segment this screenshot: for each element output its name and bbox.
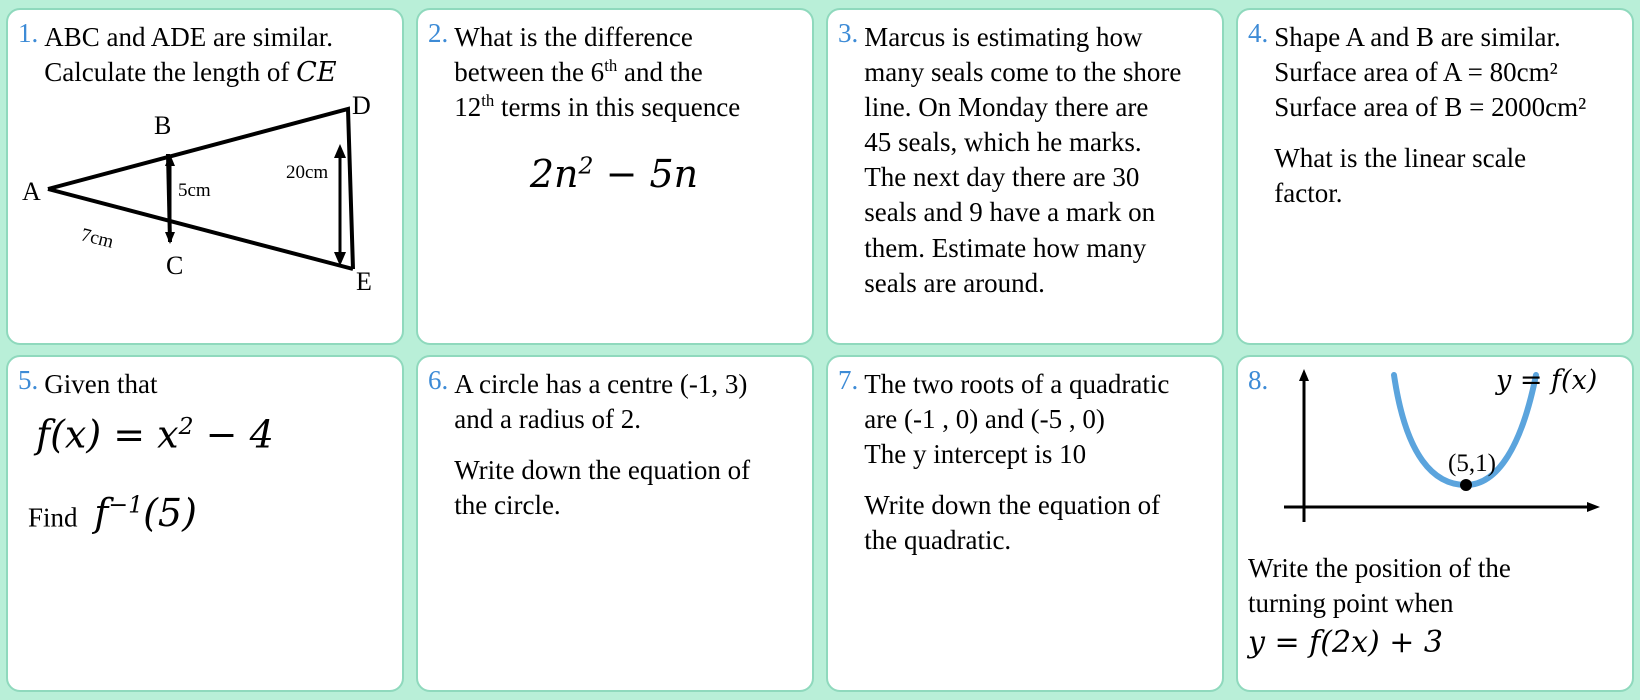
parabola-graph-svg (1274, 367, 1604, 539)
question-4-gap (1274, 125, 1586, 141)
question-7-line-2: are (-1 , 0) and (-5 , 0) (864, 404, 1105, 435)
question-7-line-3: The y intercept is 10 (864, 439, 1087, 470)
question-4-line-1: Shape A and B are similar. (1274, 22, 1561, 52)
question-3-line-1: Marcus is estimating how (864, 22, 1143, 52)
question-2-line-2: between the 6th and the (454, 56, 703, 88)
question-2-line-3: 12th terms in this sequence (454, 91, 741, 123)
question-4-header (1248, 20, 1620, 211)
question-card-3 (826, 8, 1224, 345)
question-2-expression: $2n^2 - 5n$ (529, 151, 699, 196)
svg-text:C: C (166, 251, 184, 281)
question-4-line-5: What is the linear scale (1274, 143, 1527, 174)
svg-text:A: A (22, 177, 41, 207)
question-7-line-5: Write down the equation of (864, 490, 1161, 521)
question-1-text (44, 20, 336, 90)
question-card-2 (416, 8, 814, 345)
question-7-text (864, 367, 1169, 558)
svg-text:(5,1): (5,1) (1448, 450, 1497, 477)
question-5-text: Given that (44, 369, 158, 399)
question-8-equation: y = f(2x) + 3 (1248, 624, 1443, 660)
question-6-line-2: and a radius of 2. (454, 404, 641, 435)
question-card-6 (416, 355, 814, 692)
question-4-line-3: Surface area of B = 2000cm² (1274, 92, 1587, 123)
question-6-line-5: the circle. (454, 490, 561, 521)
question-6-gap (454, 437, 750, 453)
question-4-line-2: Surface area of A = 80cm² (1274, 57, 1558, 88)
question-3-line-3: line. On Monday there are (864, 92, 1149, 123)
question-number-1: 1. (18, 18, 39, 48)
svg-text:D: D (352, 94, 371, 121)
similar-triangles-figure (18, 94, 390, 299)
svg-text:y = f(x): y = f(x) (1496, 367, 1598, 396)
question-7-line-6: the quadratic. (864, 525, 1012, 556)
question-8-caption-line-1: Write the position of the (1248, 552, 1511, 583)
question-7-header (838, 367, 1210, 558)
question-6-line-4: Write down the equation of (454, 455, 751, 486)
question-3-line-6: seals and 9 have a mark on (864, 197, 1156, 228)
question-8-header (1248, 367, 1620, 549)
question-8-caption (1248, 551, 1620, 621)
question-card-4 (1236, 8, 1634, 345)
question-6-header (428, 367, 800, 523)
svg-text:7cm: 7cm (78, 224, 116, 253)
question-6-text (454, 367, 750, 523)
question-3-line-2: many seals come to the shore (864, 57, 1182, 88)
question-number-5: 5. (18, 365, 39, 395)
question-3-text (864, 20, 1181, 301)
question-7-line-1: The two roots of a quadratic (864, 369, 1170, 399)
question-1-line-1: ABC and ADE are similar. (44, 22, 333, 52)
svg-text:E: E (356, 267, 372, 295)
question-number-8: 8. (1248, 365, 1269, 395)
question-3-line-4: 45 seals, which he marks. (864, 127, 1142, 158)
question-number-4: 4. (1248, 18, 1269, 48)
question-5-find-row (28, 491, 390, 536)
question-2-text (454, 20, 740, 125)
question-1-header (18, 20, 390, 90)
question-5-header (18, 367, 390, 402)
question-number-2: 2. (428, 18, 449, 48)
question-8-graph-wrap (1274, 367, 1604, 549)
question-3-line-5: The next day there are 30 (864, 162, 1140, 193)
question-5-find-label: Find (28, 502, 78, 533)
question-card-7 (826, 355, 1224, 692)
question-number-3: 3. (838, 18, 859, 48)
question-5-function: $f(x) = x^2 - 4$ (36, 412, 274, 457)
question-number-6: 6. (428, 365, 449, 395)
question-6-line-1: A circle has a centre (-1, 3) (454, 369, 748, 399)
question-number-7: 7. (838, 365, 859, 395)
question-7-gap (864, 472, 1169, 488)
question-3-line-8: seals are around. (864, 267, 1045, 298)
question-card-5 (6, 355, 404, 692)
question-1-line-2: Calculate the length of CE (44, 57, 337, 89)
svg-text:5cm: 5cm (178, 180, 211, 202)
question-2-line-1: What is the difference (454, 22, 693, 52)
question-3-line-7: them. Estimate how many (864, 232, 1147, 263)
question-3-header (838, 20, 1210, 301)
question-5-find-expression: $f^{-1}(5)$ (94, 490, 197, 536)
svg-text:20cm: 20cm (286, 162, 329, 184)
triangle-diagram-svg (18, 94, 388, 294)
question-4-text (1274, 20, 1586, 211)
question-8-caption-line-2: turning point when (1248, 587, 1454, 618)
svg-text:B: B (154, 111, 172, 141)
question-card-1 (6, 8, 404, 345)
question-4-line-6: factor. (1274, 178, 1343, 209)
question-2-header (428, 20, 800, 125)
question-card-8 (1236, 355, 1634, 692)
